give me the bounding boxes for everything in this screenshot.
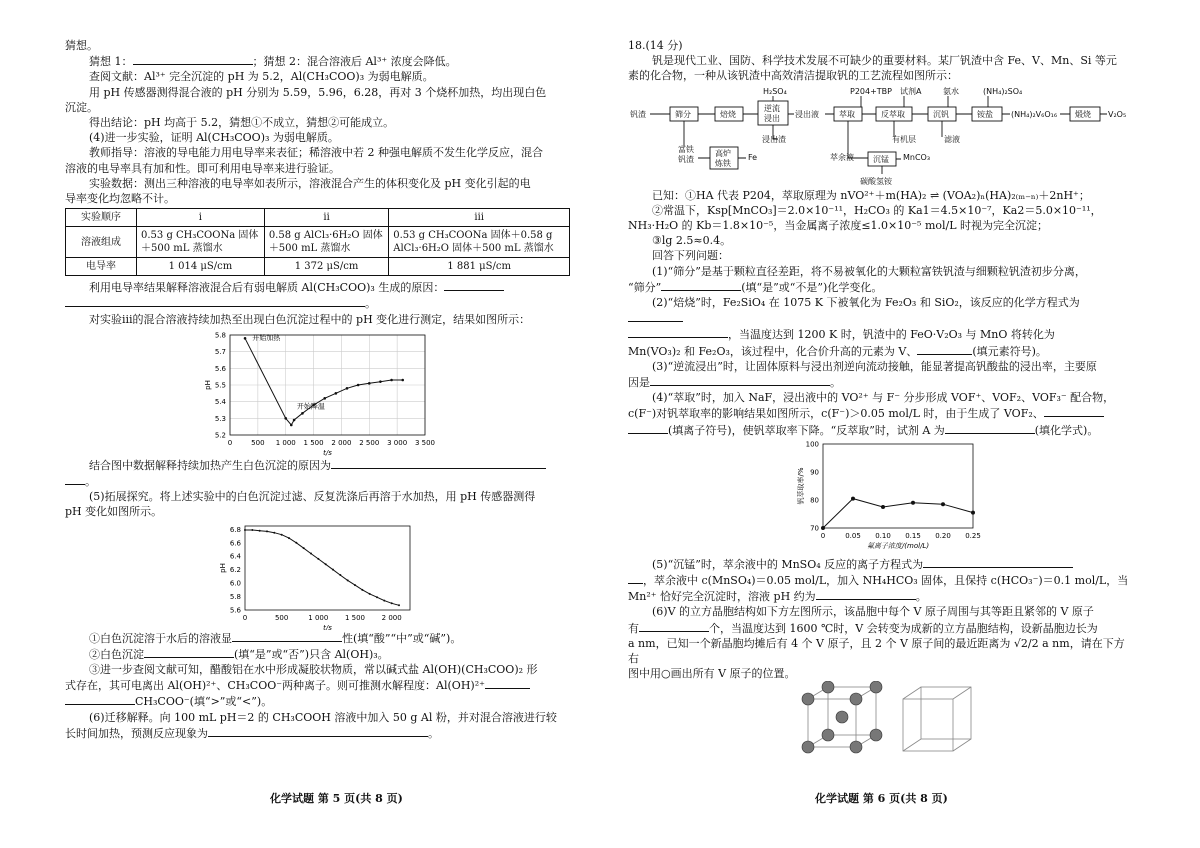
left-page <box>65 38 570 741</box>
text-line: 素的化合物，一种从该钒渣中高效清洁提取钒的工艺流程如图所示： <box>628 69 958 83</box>
y-tick-label: 100 <box>805 440 819 449</box>
data-point <box>293 419 296 422</box>
answer-blank[interactable] <box>1044 405 1104 417</box>
text: 。 <box>85 475 96 489</box>
answer-blank[interactable] <box>65 693 135 705</box>
data-point <box>379 380 382 383</box>
table-row <box>66 258 570 276</box>
text-line <box>65 473 570 489</box>
data-point <box>266 530 268 532</box>
text: 有 <box>628 621 639 635</box>
v-atom <box>850 693 862 705</box>
text: Mn(VO₃)₂ 和 Fe₂O₃，该过程中，化合价升高的元素为 V、 <box>628 344 918 358</box>
data-point <box>332 568 334 570</box>
x-axis-label: 氟离子浓度/(mol/L) <box>866 541 930 550</box>
text-line <box>65 725 570 741</box>
text-line <box>628 326 1133 342</box>
flow-box-label: 反萃取 <box>881 109 905 119</box>
flow-label: V₂O₅ <box>1108 109 1127 119</box>
text-line <box>65 693 570 709</box>
text: 个，当温度达到 1600 ℃时，V 会转变为成新的立方晶胞结构，设新晶胞边长为 <box>709 621 1098 635</box>
data-point <box>339 574 341 576</box>
flow-label: 萃余液 <box>830 152 854 162</box>
text-line: 查阅文献：Al³⁺ 完全沉淀的 pH 为 5.2，Al(CH₃COO)₃ 为弱电解质。 <box>89 70 434 84</box>
flow-box-label: 逆流 <box>764 103 780 113</box>
data-point <box>821 526 825 530</box>
text-line: (6)V 的立方晶胞结构如下方左图所示，该晶胞中每个 V 原子周围与其等距且紧邻的 V 原子 <box>652 605 1094 619</box>
answer-blank[interactable] <box>661 279 741 291</box>
flow-box-label: 炼铁 <box>715 158 731 168</box>
v-atom <box>822 681 834 693</box>
data-point <box>310 552 312 554</box>
data-point <box>971 510 975 514</box>
y-tick-label: 5.8 <box>214 331 226 340</box>
text-line: (3)“逆流浸出”时，让固体原料与浸出剂逆向流动接触，能显著提高钒酸盐的浸出率，主要原 <box>652 359 1097 373</box>
text: Mn²⁺ 恰好完全沉淀时，溶液 pH 约为 <box>628 590 816 604</box>
data-point <box>346 387 349 390</box>
flow-label: 钒渣 <box>678 154 694 164</box>
text-line: 回答下列问题： <box>652 249 729 263</box>
text: “筛分” <box>628 280 662 294</box>
text: (2)“焙烧”时，Fe₂SiO₄ 在 1075 K 下被氧化为 Fe₂O₃ 和 SiO₂，该反应的化学方程式为 <box>652 296 1080 310</box>
data-point <box>398 604 400 606</box>
answer-blank[interactable] <box>917 343 972 355</box>
text-line: ③lg 2.5≈0.4。 <box>652 234 732 248</box>
text-line <box>65 279 570 295</box>
flow-label: (NH₄)₂V₆O₁₆ <box>1011 109 1058 119</box>
table-cell: ⅲ <box>389 209 570 227</box>
flow-label: 有机层 <box>892 134 916 144</box>
question-number: 18.(14 分) <box>628 39 683 52</box>
data-line <box>245 338 403 425</box>
answer-blank[interactable] <box>945 422 1035 434</box>
annotation-label: 开始降温 <box>296 402 325 411</box>
x-tick-label: 0.20 <box>935 531 951 540</box>
v-atom <box>850 741 862 753</box>
page-footer-left: 化学试题 第 5 页(共 8 页) <box>270 792 403 805</box>
text: 。 <box>915 590 927 604</box>
flow-box-label: 高炉 <box>715 148 731 158</box>
text-line <box>628 279 1133 295</box>
flow-box-label: 沉钒 <box>933 109 949 119</box>
text-line: a nm，已知一个新晶胞均摊后有 4 个 V 原子，且 2 个 V 原子间的最近距离为 √2/2 a nm，请在下方右 <box>628 636 1125 666</box>
ph-heating-chart <box>65 327 570 457</box>
answer-blank[interactable] <box>65 473 85 485</box>
plot-frame <box>823 444 973 528</box>
text-line: (6)迁移解释。向 100 mL pH＝2 的 CH₃COOH 溶液中加入 50 g Al 粉，并对混合溶液进行较 <box>89 710 557 724</box>
y-tick-label: 6.2 <box>229 565 241 574</box>
x-tick-label: 2 000 <box>381 613 402 622</box>
text-line <box>65 457 570 473</box>
text-line <box>628 620 1133 636</box>
x-tick-label: 1 500 <box>303 438 324 447</box>
x-tick-label: 0.15 <box>905 531 921 540</box>
text-line: 沉淀。 <box>65 100 98 114</box>
text: (填“是”或“不是”)化学变化。 <box>741 280 883 294</box>
text-line <box>628 588 1133 604</box>
data-point <box>941 502 945 506</box>
flow-label: P204+TBP <box>850 86 892 96</box>
data-point <box>259 529 261 531</box>
text: (填化学式)。 <box>1034 423 1099 437</box>
page-footer-right: 化学试题 第 6 页(共 8 页) <box>815 792 948 805</box>
data-line <box>245 530 399 605</box>
text: ，萃余液中 c(MnSO₄)＝0.05 mol/L，加入 NH₄HCO₃ 固体，且保持 c(HCO₃⁻)＝0.1 mol/L，当 <box>643 574 1129 588</box>
text-line: (4)“萃取”时，加入 NaF，浸出液中的 VO²⁺ 与 F⁻ 分步形成 VOF⁺、VOF₂、VOF₃⁻ 配合物， <box>652 391 1115 405</box>
v-atom <box>822 729 834 741</box>
text: CH₃COO⁻(填“>”或“<”)。 <box>135 695 273 709</box>
flow-box-label: 焙烧 <box>720 109 736 119</box>
v-atom <box>802 693 814 705</box>
text-line: 得出结论：pH 均高于 5.2，猜想①不成立，猜想②可能成立。 <box>89 116 395 130</box>
answer-blank[interactable] <box>639 620 709 632</box>
text: 式存在，其可电离出 Al(OH)²⁺、CH₃COO⁻两种离子。则可推测水解程度：Al(OH)²⁺ <box>65 679 485 693</box>
answer-blank[interactable] <box>232 630 342 642</box>
x-axis-label: t/s <box>323 623 332 630</box>
answer-blank[interactable] <box>628 572 643 584</box>
x-tick-label: 2 000 <box>331 438 352 447</box>
data-point <box>244 529 246 531</box>
data-point <box>273 531 275 533</box>
flow-label: 浸出液 <box>795 109 819 119</box>
data-point <box>368 382 371 385</box>
text: (5)“沉锰”时，萃余液中的 MnSO₄ 反应的离子方程式为 <box>652 557 924 571</box>
flow-box-label: 筛分 <box>675 109 691 119</box>
answer-blank[interactable] <box>65 295 365 307</box>
answer-blank[interactable] <box>628 326 728 338</box>
data-point <box>391 602 393 604</box>
x-tick-label: 3 000 <box>387 438 408 447</box>
text-line: (5)拓展探究。将上述实验中的白色沉淀过滤、反复洗涤后再溶于水加热，用 pH 传感器测得 <box>89 490 536 504</box>
text: ；猜想 2：混合溶液后 Al³⁺ 浓度会降低。 <box>252 55 457 69</box>
table-cell: 0.53 g CH₃COONa 固体＋500 mL 蒸馏水 <box>137 227 265 258</box>
data-point <box>354 584 356 586</box>
x-tick-label: 500 <box>251 438 265 447</box>
table-cell: 0.53 g CH₃COONa 固体＋0.58 g AlCl₃·6H₂O 固体＋500 mL 蒸馏水 <box>389 227 570 258</box>
y-tick-label: 6.6 <box>229 538 241 547</box>
table-cell: 1 014 μS/cm <box>137 258 265 276</box>
text-line <box>65 295 570 311</box>
x-tick-label: 0 <box>820 531 826 540</box>
y-tick-label: 5.4 <box>214 398 226 407</box>
x-tick-label: 1 000 <box>308 613 329 622</box>
text-line: 实验数据：测出三种溶液的电导率如表所示，溶液混合产生的体积变化及 pH 变化引起的电 <box>89 176 531 190</box>
x-tick-label: 1 500 <box>344 613 366 622</box>
y-tick-label: 90 <box>810 468 819 477</box>
table-cell: 电导率 <box>66 258 137 276</box>
flow-label: 富铁 <box>678 144 694 154</box>
annotation-label: 开始加热 <box>252 333 281 342</box>
text-line: ②常温下，Ksp[MnCO₃]＝2.0×10⁻¹¹，H₂CO₃ 的 Ka1＝4.5×10⁻⁷，Ka2＝5.0×10⁻¹¹， <box>652 203 1102 217</box>
answer-blank[interactable] <box>144 646 234 658</box>
table-row <box>66 209 570 227</box>
flow-label: 氨水 <box>943 86 959 96</box>
text: 结合图中数据解释持续加热产生白色沉淀的原因为 <box>89 458 331 472</box>
answer-blank[interactable] <box>628 310 683 322</box>
x-tick-label: 0.25 <box>965 531 981 540</box>
x-tick-label: 2 500 <box>359 438 380 447</box>
flow-label: 钒渣 <box>630 109 646 119</box>
v-atom-center <box>836 711 848 723</box>
data-point <box>383 599 385 601</box>
text-line <box>65 646 570 662</box>
text-line: 图中用○画出所有 V 原子的位置。 <box>628 667 796 681</box>
data-line <box>823 498 973 527</box>
answer-blank[interactable] <box>485 677 530 689</box>
answer-blank[interactable] <box>208 725 428 737</box>
text-line: 溶液的电导率具有加和性。即可利用电导率来进行验证。 <box>65 161 340 175</box>
y-tick-label: 5.2 <box>214 431 226 440</box>
data-point <box>303 547 305 549</box>
text: ②白色沉淀 <box>89 647 144 661</box>
data-point <box>290 424 293 427</box>
answer-blank[interactable] <box>816 588 916 600</box>
text: c(F⁻)对钒萃取率的影响结果如图所示，c(F⁻)＞0.05 mol/L 时，由于生成了 VOF₂、 <box>628 407 1044 421</box>
table-cell: ⅰ <box>137 209 265 227</box>
data-point <box>347 579 349 581</box>
answer-blank[interactable] <box>331 457 546 469</box>
flow-label: (NH₄)₂SO₄ <box>983 86 1023 96</box>
text-line: 猜想。 <box>65 39 98 52</box>
text: (填“是”或“否”)只含 Al(OH)₃。 <box>234 647 389 661</box>
y-tick-label: 5.6 <box>229 606 241 615</box>
v-atom <box>802 741 814 753</box>
table-row <box>66 227 570 258</box>
y-tick-label: 5.6 <box>214 364 226 373</box>
text-line: 导率变化均忽略不计。 <box>65 192 175 206</box>
text: (填离子符号)，使钒萃取率下降。“反萃取”时，试剂 A 为 <box>668 423 945 437</box>
ph-precipitate-chart <box>65 520 570 630</box>
text-line <box>628 343 1133 359</box>
x-axis-label: t/s <box>323 448 332 457</box>
flow-box-label: 铵盐 <box>977 109 993 119</box>
data-point <box>881 505 885 509</box>
data-point <box>281 533 283 535</box>
flow-label: H₂SO₄ <box>763 86 787 96</box>
vanadium-extraction-chart <box>628 438 1133 556</box>
flow-box-label: 煅烧 <box>1075 109 1091 119</box>
crystal-cell-figures <box>628 681 1133 761</box>
flow-label: MnCO₃ <box>903 152 931 162</box>
table-cell: 实验顺序 <box>66 209 137 227</box>
text-line <box>628 374 1133 390</box>
data-point <box>325 563 327 565</box>
y-tick-label: 6.0 <box>229 579 241 588</box>
x-tick-label: 500 <box>274 613 289 622</box>
v-atom <box>870 681 882 693</box>
text-line: 对实验ⅲ的混合溶液持续加热至出现白色沉淀过程中的 pH 变化进行测定，结果如图所示： <box>89 312 531 326</box>
x-tick-label: 0.10 <box>875 531 891 540</box>
x-tick-label: 0 <box>227 438 233 447</box>
data-point <box>317 558 319 560</box>
table-cell: ⅱ <box>264 209 388 227</box>
y-tick-label: 5.8 <box>229 592 241 601</box>
data-point <box>284 417 287 420</box>
text-line <box>65 53 570 69</box>
data-point <box>401 379 404 382</box>
process-flow-diagram <box>628 84 1133 188</box>
text: 长时间加热，预测反应现象为 <box>65 726 208 740</box>
flow-label: 浸出渣 <box>762 134 786 144</box>
conductivity-table <box>65 208 570 276</box>
answer-blank[interactable] <box>650 374 830 386</box>
x-tick-label: 1 000 <box>275 438 296 447</box>
flow-box-label: 萃取 <box>839 109 855 119</box>
text: 因是 <box>628 376 650 390</box>
text-line: ③进一步查阅文献可知，醋酸铝在水中形成凝胶状物质，常以碱式盐 Al(OH)(CH₃COO)₂ 形 <box>89 663 538 677</box>
text: 性(填“酸”“中”或“碱”)。 <box>342 631 462 645</box>
text-line <box>628 572 1133 588</box>
x-tick-label: 3 500 <box>414 438 436 447</box>
text: 利用电导率结果解释溶液混合后有弱电解质 Al(CH₃COO)₃ 生成的原因： <box>89 281 445 295</box>
empty-cell-right[interactable] <box>903 687 971 751</box>
y-tick-label: 6.8 <box>229 525 241 534</box>
flow-box-label: 浸出 <box>764 113 780 123</box>
flow-label: Fe <box>748 152 758 162</box>
text-line: 教师指导：溶液的导电能力用电导率来表征；稀溶液中若 2 种强电解质不发生化学反应，混合 <box>89 146 543 160</box>
v-atom <box>870 729 882 741</box>
data-point <box>288 537 290 539</box>
text-line: 钒是现代工业、国防、科学技术发展不可缺少的重要材料。某厂钒渣中含 Fe、V、Mn、Si 等元 <box>652 54 1117 68</box>
y-axis-label: pH <box>204 379 212 390</box>
y-tick-label: 80 <box>810 496 819 505</box>
answer-blank[interactable] <box>133 53 253 65</box>
text-line: NH₃·H₂O 的 Kb＝1.8×10⁻⁵，当金属离子浓度≤1.0×10⁻⁵ mol/L 时视为完全沉淀； <box>628 219 1049 233</box>
y-tick-label: 70 <box>810 524 819 533</box>
flow-label: 碳酸氢铵 <box>860 176 892 186</box>
data-point <box>244 337 247 340</box>
text-line: (1)“筛分”是基于颗粒直径差距，将不易被氧化的大颗粒富铁钒渣与细颗粒钒渣初步分离， <box>652 264 1086 278</box>
y-axis-label: 钒萃取率/% <box>797 467 805 505</box>
data-point <box>335 392 338 395</box>
text-line: 用 pH 传感器测得混合液的 pH 分别为 5.59，5.96，6.28，再对 3 个烧杯加热，均出现白色 <box>89 85 547 99</box>
flow-label: 试剂A <box>900 86 922 96</box>
data-point <box>911 501 915 505</box>
text-line: 已知：①HA 代表 P204，萃取原理为 nVO²⁺＋m(HA)₂ ⇌ (VOA₂)ₙ(HA)₂₍ₘ₋ₙ₎＋2nH⁺； <box>652 188 1090 202</box>
table-cell: 0.58 g AlCl₃·6H₂O 固体＋500 mL 蒸馏水 <box>264 227 388 258</box>
table-cell: 1 372 μS/cm <box>264 258 388 276</box>
text-line <box>628 405 1133 421</box>
text: 。 <box>830 376 841 390</box>
text-line <box>628 295 1133 326</box>
text-line <box>65 630 570 646</box>
data-point <box>323 397 326 400</box>
data-point <box>361 588 363 590</box>
data-point <box>369 593 371 595</box>
text-line: (4)进一步实验，证明 Al(CH₃COO)₃ 为弱电解质。 <box>89 131 339 145</box>
right-page <box>628 38 1133 761</box>
table-cell: 1 881 μS/cm <box>389 258 570 276</box>
table-cell: 溶液组成 <box>66 227 137 258</box>
text-line <box>628 556 1133 572</box>
flow-label: 滤液 <box>944 134 960 144</box>
data-point <box>357 384 360 387</box>
answer-blank[interactable] <box>628 422 668 434</box>
answer-blank[interactable] <box>923 556 1073 568</box>
data-point <box>295 541 297 543</box>
data-point <box>390 379 393 382</box>
x-tick-label: 0.05 <box>845 531 861 540</box>
flow-box-label: 沉锰 <box>873 154 889 164</box>
text-line <box>628 422 1133 438</box>
text: 。 <box>428 726 439 740</box>
data-point <box>251 529 253 531</box>
plot-frame <box>245 526 410 610</box>
data-point <box>851 496 855 500</box>
y-tick-label: 6.4 <box>229 552 241 561</box>
text: ，当温度达到 1200 K 时，钒渣中的 FeO·V₂O₃ 与 MnO 将转化为 <box>728 328 1055 342</box>
y-tick-label: 5.5 <box>214 381 226 390</box>
text: ①白色沉淀溶于水后的溶液显 <box>89 631 232 645</box>
y-tick-label: 5.7 <box>214 348 226 357</box>
y-tick-label: 5.3 <box>214 414 226 423</box>
text-line <box>65 677 570 693</box>
text: 。 <box>365 297 376 311</box>
text-line: pH 变化如图所示。 <box>65 505 163 519</box>
text: (填元素符号)。 <box>972 344 1047 358</box>
text: 猜想 1： <box>89 55 133 69</box>
data-point <box>376 596 378 598</box>
answer-blank[interactable] <box>444 279 504 291</box>
x-tick-label: 0 <box>242 613 248 622</box>
data-point <box>301 412 304 415</box>
y-axis-label: pH <box>219 562 227 573</box>
